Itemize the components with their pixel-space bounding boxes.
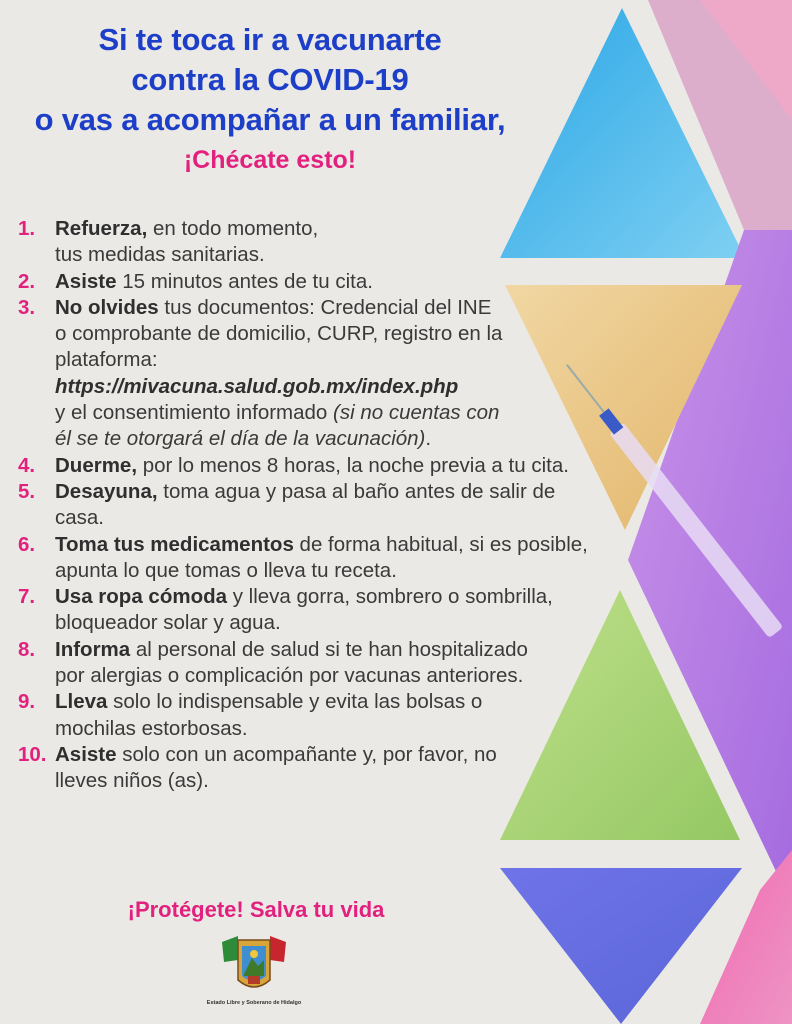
step-text: solo lo indispensable y evita las bolsas o mochilas estorbosas. bbox=[55, 690, 483, 740]
step-text: en todo momento, bbox=[147, 217, 319, 240]
step-keyword: Refuerza, bbox=[55, 217, 148, 240]
step-keyword: Duerme, bbox=[55, 453, 138, 477]
step-item bbox=[18, 216, 598, 269]
step-item bbox=[18, 532, 625, 585]
step-keyword: Lleva bbox=[55, 690, 108, 714]
step-item bbox=[18, 584, 575, 637]
step-number: 7. bbox=[18, 585, 36, 609]
step-item bbox=[18, 269, 598, 295]
step-item bbox=[18, 479, 595, 532]
step-item bbox=[18, 689, 495, 742]
hidalgo-crest-logo bbox=[218, 932, 290, 1002]
step-text: tus medidas sanitarias. bbox=[55, 243, 265, 267]
step-number: 6. bbox=[18, 532, 36, 556]
step-item bbox=[18, 295, 505, 453]
step-number: 9. bbox=[18, 690, 36, 714]
step-item bbox=[18, 453, 595, 479]
step-number: 5. bbox=[18, 479, 36, 503]
step-number: 4. bbox=[18, 453, 36, 477]
crest-caption: Estado Libre y Soberano de Hidalgo bbox=[206, 1000, 302, 1006]
step-keyword: Asiste bbox=[55, 269, 117, 293]
steps-list bbox=[18, 216, 598, 795]
step-item bbox=[18, 637, 555, 690]
headline-line: contra la COVID-19 bbox=[131, 62, 409, 97]
step-keyword: Informa bbox=[55, 637, 131, 661]
registration-url[interactable]: https://mivacuna.salud.gob.mx/index.php bbox=[55, 374, 459, 398]
step-number: 10. bbox=[18, 742, 47, 766]
slogan: ¡Protégete! Salva tu vida bbox=[127, 897, 385, 922]
step-text: por lo menos 8 horas, la noche previa a tu cita. bbox=[137, 453, 569, 477]
step-number: 2. bbox=[18, 269, 36, 293]
step-text: 15 minutos antes de tu cita. bbox=[116, 269, 373, 293]
step-text: . bbox=[425, 427, 432, 451]
step-text: toma agua y pasa al baño antes de salir de casa. bbox=[55, 479, 556, 530]
step-note: (si no cuentas con él se te otorgará el día de la vacunación) bbox=[55, 401, 500, 451]
step-text: tus documentos: Credencial del INE o comprobante de domicilio, CURP, registro en la plataforma: bbox=[55, 295, 503, 372]
step-number: 8. bbox=[18, 637, 36, 661]
subtitle: ¡Chécate esto! bbox=[183, 146, 357, 174]
step-text: solo con un acompañante y, por favor, no lleves niños (as). bbox=[55, 742, 497, 793]
step-keyword: No olvides bbox=[55, 295, 159, 319]
step-text: y lleva gorra, sombrero o sombrilla, bloqueador solar y agua. bbox=[55, 585, 553, 635]
step-keyword: Desayuna, bbox=[55, 479, 158, 503]
headline-line: Si te toca ir a vacunarte bbox=[98, 22, 442, 57]
step-text: al personal de salud si te han hospitalizado por alergias o complicación por vacunas anteriores. bbox=[55, 637, 528, 688]
step-keyword: Toma tus medicamentos bbox=[55, 532, 294, 556]
step-keyword: Usa ropa cómoda bbox=[55, 585, 228, 609]
step-number: 3. bbox=[18, 295, 36, 319]
step-number: 1. bbox=[18, 217, 36, 240]
headline bbox=[0, 20, 540, 140]
headline-line: o vas a acompañar a un familiar, bbox=[34, 102, 506, 137]
step-text: y el consentimiento informado bbox=[55, 401, 334, 425]
step-keyword: Asiste bbox=[55, 742, 117, 766]
step-text: de forma habitual, si es posible, apunta lo que tomas o lleva tu receta. bbox=[55, 532, 588, 582]
step-item bbox=[18, 742, 535, 795]
